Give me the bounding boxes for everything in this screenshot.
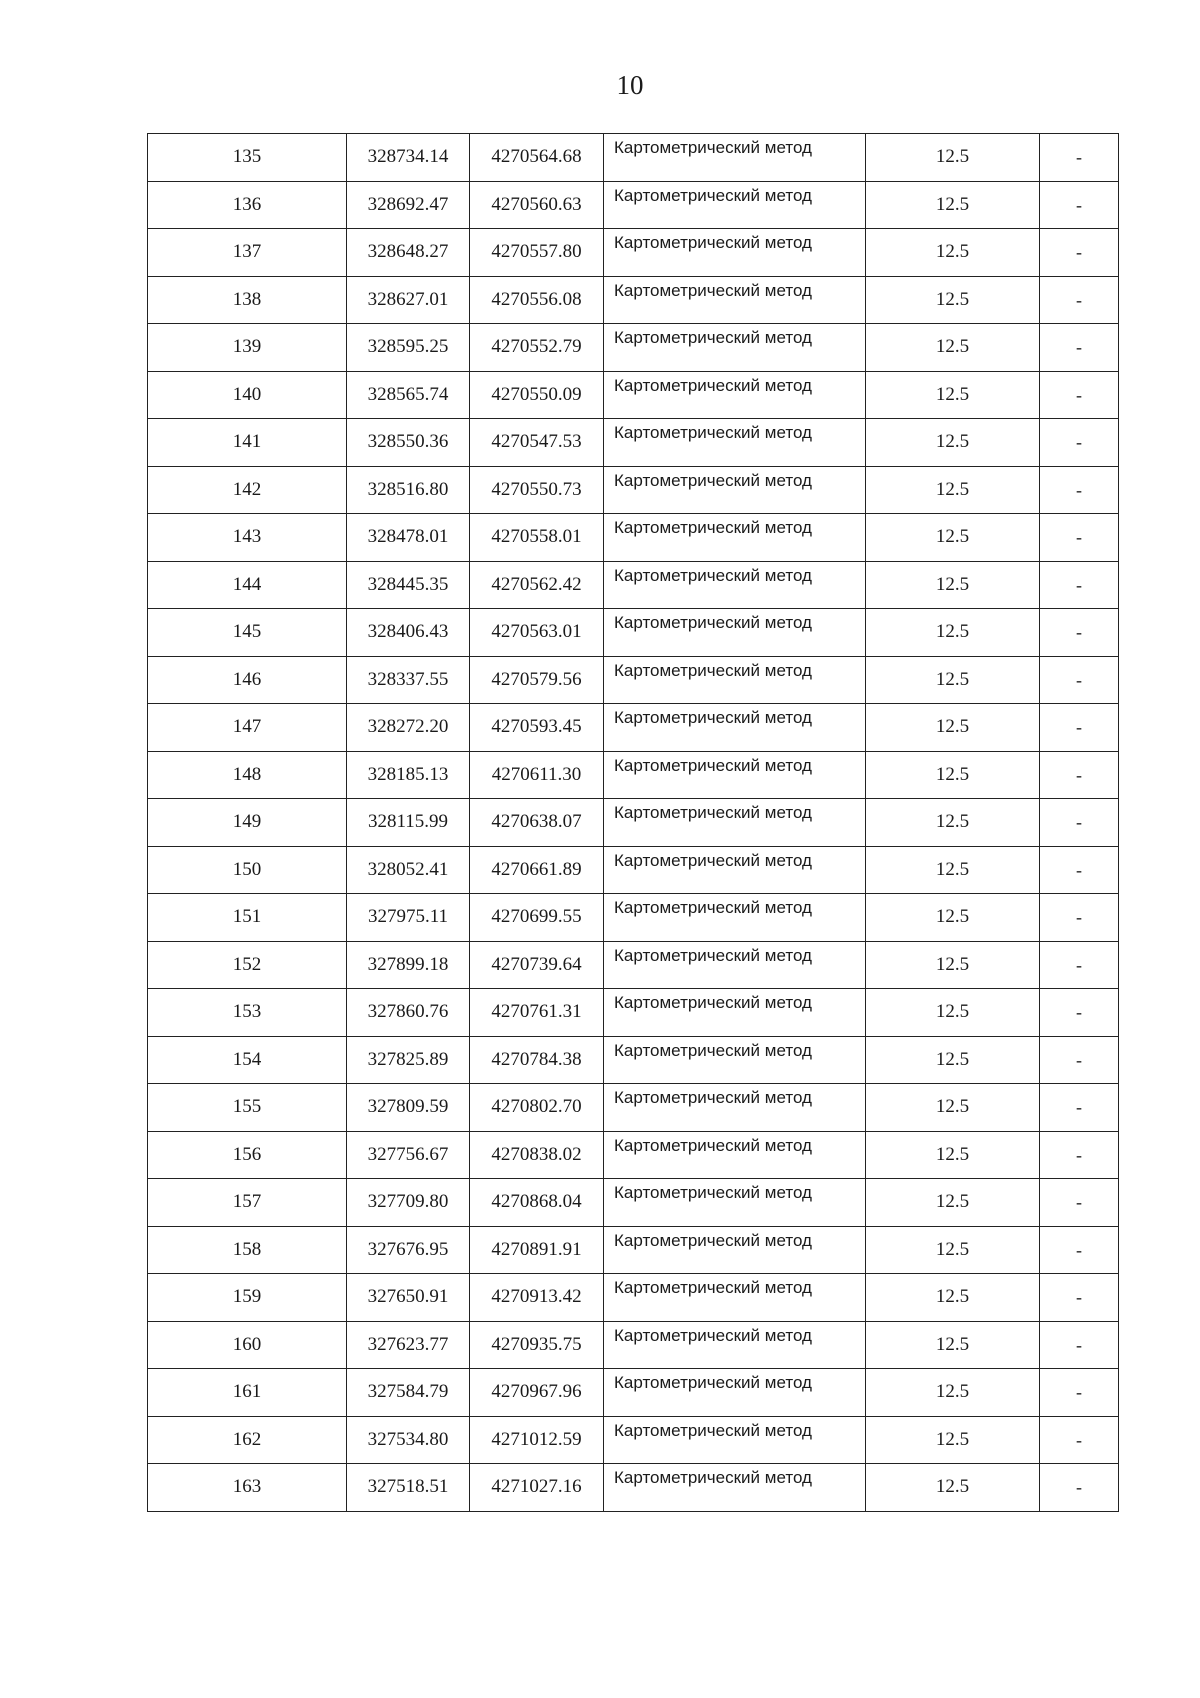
point-number-cell: 157 (148, 1179, 347, 1227)
method-cell: Картометрический метод (604, 1321, 866, 1369)
y-coordinate-cell: 4270967.96 (470, 1369, 604, 1417)
method-cell: Картометрический метод (604, 751, 866, 799)
x-coordinate-cell: 327975.11 (347, 894, 470, 942)
x-coordinate-cell: 327584.79 (347, 1369, 470, 1417)
description-cell: - (1040, 1416, 1119, 1464)
y-coordinate-cell: 4270868.04 (470, 1179, 604, 1227)
point-number-cell: 163 (148, 1464, 347, 1512)
x-coordinate-cell: 327518.51 (347, 1464, 470, 1512)
y-coordinate-cell: 4270564.68 (470, 134, 604, 182)
description-cell: - (1040, 1369, 1119, 1417)
description-cell: - (1040, 134, 1119, 182)
method-cell: Картометрический метод (604, 1131, 866, 1179)
description-cell: - (1040, 1131, 1119, 1179)
y-coordinate-cell: 4270661.89 (470, 846, 604, 894)
x-coordinate-cell: 327650.91 (347, 1274, 470, 1322)
y-coordinate-cell: 4270699.55 (470, 894, 604, 942)
method-cell: Картометрический метод (604, 514, 866, 562)
description-cell: - (1040, 1226, 1119, 1274)
x-coordinate-cell: 328595.25 (347, 324, 470, 372)
y-coordinate-cell: 4270579.56 (470, 656, 604, 704)
y-coordinate-cell: 4270550.09 (470, 371, 604, 419)
point-number-cell: 158 (148, 1226, 347, 1274)
point-number-cell: 156 (148, 1131, 347, 1179)
y-coordinate-cell: 4270913.42 (470, 1274, 604, 1322)
method-cell: Картометрический метод (604, 134, 866, 182)
x-coordinate-cell: 328550.36 (347, 419, 470, 467)
description-cell: - (1040, 846, 1119, 894)
point-number-cell: 143 (148, 514, 347, 562)
y-coordinate-cell: 4270761.31 (470, 989, 604, 1037)
x-coordinate-cell: 328627.01 (347, 276, 470, 324)
accuracy-cell: 12.5 (866, 656, 1040, 704)
x-coordinate-cell: 328337.55 (347, 656, 470, 704)
x-coordinate-cell: 328445.35 (347, 561, 470, 609)
point-number-cell: 140 (148, 371, 347, 419)
accuracy-cell: 12.5 (866, 609, 1040, 657)
method-cell: Картометрический метод (604, 181, 866, 229)
description-cell: - (1040, 181, 1119, 229)
method-cell: Картометрический метод (604, 799, 866, 847)
x-coordinate-cell: 327709.80 (347, 1179, 470, 1227)
x-coordinate-cell: 327899.18 (347, 941, 470, 989)
point-number-cell: 139 (148, 324, 347, 372)
description-cell: - (1040, 466, 1119, 514)
y-coordinate-cell: 4270563.01 (470, 609, 604, 657)
method-cell: Картометрический метод (604, 466, 866, 514)
description-cell: - (1040, 751, 1119, 799)
y-coordinate-cell: 4270550.73 (470, 466, 604, 514)
accuracy-cell: 12.5 (866, 894, 1040, 942)
y-coordinate-cell: 4271012.59 (470, 1416, 604, 1464)
description-cell: - (1040, 229, 1119, 277)
page-number: 10 (616, 70, 644, 100)
point-number-cell: 141 (148, 419, 347, 467)
description-cell: - (1040, 941, 1119, 989)
accuracy-cell: 12.5 (866, 229, 1040, 277)
x-coordinate-cell: 328734.14 (347, 134, 470, 182)
point-number-cell: 147 (148, 704, 347, 752)
table-row (148, 1274, 1119, 1322)
point-number-cell: 138 (148, 276, 347, 324)
method-cell: Картометрический метод (604, 989, 866, 1037)
accuracy-cell: 12.5 (866, 1084, 1040, 1132)
point-number-cell: 136 (148, 181, 347, 229)
point-number-cell: 142 (148, 466, 347, 514)
coordinates-table (147, 133, 1119, 1512)
x-coordinate-cell: 327809.59 (347, 1084, 470, 1132)
method-cell: Картометрический метод (604, 894, 866, 942)
table-row (148, 371, 1119, 419)
accuracy-cell: 12.5 (866, 561, 1040, 609)
point-number-cell: 159 (148, 1274, 347, 1322)
x-coordinate-cell: 328648.27 (347, 229, 470, 277)
accuracy-cell: 12.5 (866, 989, 1040, 1037)
coordinates-table-body (148, 134, 1119, 1512)
table-row (148, 799, 1119, 847)
description-cell: - (1040, 561, 1119, 609)
accuracy-cell: 12.5 (866, 1416, 1040, 1464)
description-cell: - (1040, 609, 1119, 657)
accuracy-cell: 12.5 (866, 846, 1040, 894)
point-number-cell: 152 (148, 941, 347, 989)
method-cell: Картометрический метод (604, 229, 866, 277)
table-row (148, 1036, 1119, 1084)
description-cell: - (1040, 371, 1119, 419)
accuracy-cell: 12.5 (866, 1131, 1040, 1179)
x-coordinate-cell: 328692.47 (347, 181, 470, 229)
table-row (148, 561, 1119, 609)
method-cell: Картометрический метод (604, 371, 866, 419)
table-row (148, 751, 1119, 799)
table-row (148, 609, 1119, 657)
accuracy-cell: 12.5 (866, 704, 1040, 752)
table-row (148, 1321, 1119, 1369)
x-coordinate-cell: 327534.80 (347, 1416, 470, 1464)
table-row (148, 941, 1119, 989)
description-cell: - (1040, 989, 1119, 1037)
accuracy-cell: 12.5 (866, 1036, 1040, 1084)
point-number-cell: 146 (148, 656, 347, 704)
y-coordinate-cell: 4270593.45 (470, 704, 604, 752)
x-coordinate-cell: 327825.89 (347, 1036, 470, 1084)
table-row (148, 1179, 1119, 1227)
method-cell: Картометрический метод (604, 1416, 866, 1464)
x-coordinate-cell: 328185.13 (347, 751, 470, 799)
table-row (148, 324, 1119, 372)
accuracy-cell: 12.5 (866, 799, 1040, 847)
table-row (148, 656, 1119, 704)
method-cell: Картометрический метод (604, 704, 866, 752)
point-number-cell: 161 (148, 1369, 347, 1417)
description-cell: - (1040, 1274, 1119, 1322)
description-cell: - (1040, 514, 1119, 562)
accuracy-cell: 12.5 (866, 181, 1040, 229)
accuracy-cell: 12.5 (866, 324, 1040, 372)
description-cell: - (1040, 656, 1119, 704)
description-cell: - (1040, 324, 1119, 372)
x-coordinate-cell: 328052.41 (347, 846, 470, 894)
point-number-cell: 155 (148, 1084, 347, 1132)
description-cell: - (1040, 1036, 1119, 1084)
x-coordinate-cell: 328272.20 (347, 704, 470, 752)
table-row (148, 1464, 1119, 1512)
y-coordinate-cell: 4270838.02 (470, 1131, 604, 1179)
table-row (148, 1084, 1119, 1132)
table-row (148, 229, 1119, 277)
point-number-cell: 148 (148, 751, 347, 799)
y-coordinate-cell: 4270802.70 (470, 1084, 604, 1132)
accuracy-cell: 12.5 (866, 751, 1040, 799)
x-coordinate-cell: 328406.43 (347, 609, 470, 657)
table-row (148, 1416, 1119, 1464)
method-cell: Картометрический метод (604, 1084, 866, 1132)
point-number-cell: 160 (148, 1321, 347, 1369)
x-coordinate-cell: 328115.99 (347, 799, 470, 847)
y-coordinate-cell: 4270784.38 (470, 1036, 604, 1084)
method-cell: Картометрический метод (604, 1369, 866, 1417)
accuracy-cell: 12.5 (866, 1464, 1040, 1512)
table-row (148, 1369, 1119, 1417)
y-coordinate-cell: 4270638.07 (470, 799, 604, 847)
x-coordinate-cell: 327676.95 (347, 1226, 470, 1274)
accuracy-cell: 12.5 (866, 1179, 1040, 1227)
point-number-cell: 149 (148, 799, 347, 847)
point-number-cell: 145 (148, 609, 347, 657)
method-cell: Картометрический метод (604, 1226, 866, 1274)
x-coordinate-cell: 328565.74 (347, 371, 470, 419)
y-coordinate-cell: 4271027.16 (470, 1464, 604, 1512)
y-coordinate-cell: 4270557.80 (470, 229, 604, 277)
description-cell: - (1040, 1179, 1119, 1227)
y-coordinate-cell: 4270560.63 (470, 181, 604, 229)
table-row (148, 894, 1119, 942)
table-row (148, 181, 1119, 229)
point-number-cell: 154 (148, 1036, 347, 1084)
table-row (148, 466, 1119, 514)
method-cell: Картометрический метод (604, 419, 866, 467)
description-cell: - (1040, 894, 1119, 942)
table-row (148, 989, 1119, 1037)
method-cell: Картометрический метод (604, 1179, 866, 1227)
description-cell: - (1040, 419, 1119, 467)
method-cell: Картометрический метод (604, 1464, 866, 1512)
method-cell: Картометрический метод (604, 1274, 866, 1322)
accuracy-cell: 12.5 (866, 1369, 1040, 1417)
accuracy-cell: 12.5 (866, 419, 1040, 467)
point-number-cell: 151 (148, 894, 347, 942)
method-cell: Картометрический метод (604, 324, 866, 372)
accuracy-cell: 12.5 (866, 466, 1040, 514)
y-coordinate-cell: 4270611.30 (470, 751, 604, 799)
description-cell: - (1040, 1321, 1119, 1369)
y-coordinate-cell: 4270552.79 (470, 324, 604, 372)
method-cell: Картометрический метод (604, 1036, 866, 1084)
method-cell: Картометрический метод (604, 276, 866, 324)
accuracy-cell: 12.5 (866, 134, 1040, 182)
accuracy-cell: 12.5 (866, 1321, 1040, 1369)
y-coordinate-cell: 4270547.53 (470, 419, 604, 467)
table-row (148, 419, 1119, 467)
y-coordinate-cell: 4270935.75 (470, 1321, 604, 1369)
accuracy-cell: 12.5 (866, 276, 1040, 324)
table-row (148, 276, 1119, 324)
method-cell: Картометрический метод (604, 656, 866, 704)
method-cell: Картометрический метод (604, 846, 866, 894)
point-number-cell: 135 (148, 134, 347, 182)
table-row (148, 514, 1119, 562)
point-number-cell: 144 (148, 561, 347, 609)
x-coordinate-cell: 327756.67 (347, 1131, 470, 1179)
table-row (148, 1226, 1119, 1274)
point-number-cell: 137 (148, 229, 347, 277)
table-row (148, 1131, 1119, 1179)
table-row (148, 134, 1119, 182)
y-coordinate-cell: 4270891.91 (470, 1226, 604, 1274)
x-coordinate-cell: 327623.77 (347, 1321, 470, 1369)
accuracy-cell: 12.5 (866, 1274, 1040, 1322)
accuracy-cell: 12.5 (866, 1226, 1040, 1274)
method-cell: Картометрический метод (604, 609, 866, 657)
y-coordinate-cell: 4270556.08 (470, 276, 604, 324)
y-coordinate-cell: 4270562.42 (470, 561, 604, 609)
method-cell: Картометрический метод (604, 561, 866, 609)
x-coordinate-cell: 328478.01 (347, 514, 470, 562)
description-cell: - (1040, 1464, 1119, 1512)
y-coordinate-cell: 4270558.01 (470, 514, 604, 562)
point-number-cell: 153 (148, 989, 347, 1037)
description-cell: - (1040, 799, 1119, 847)
accuracy-cell: 12.5 (866, 514, 1040, 562)
table-row (148, 846, 1119, 894)
x-coordinate-cell: 327860.76 (347, 989, 470, 1037)
x-coordinate-cell: 328516.80 (347, 466, 470, 514)
description-cell: - (1040, 276, 1119, 324)
table-row (148, 704, 1119, 752)
accuracy-cell: 12.5 (866, 371, 1040, 419)
accuracy-cell: 12.5 (866, 941, 1040, 989)
description-cell: - (1040, 1084, 1119, 1132)
point-number-cell: 150 (148, 846, 347, 894)
point-number-cell: 162 (148, 1416, 347, 1464)
y-coordinate-cell: 4270739.64 (470, 941, 604, 989)
description-cell: - (1040, 704, 1119, 752)
method-cell: Картометрический метод (604, 941, 866, 989)
